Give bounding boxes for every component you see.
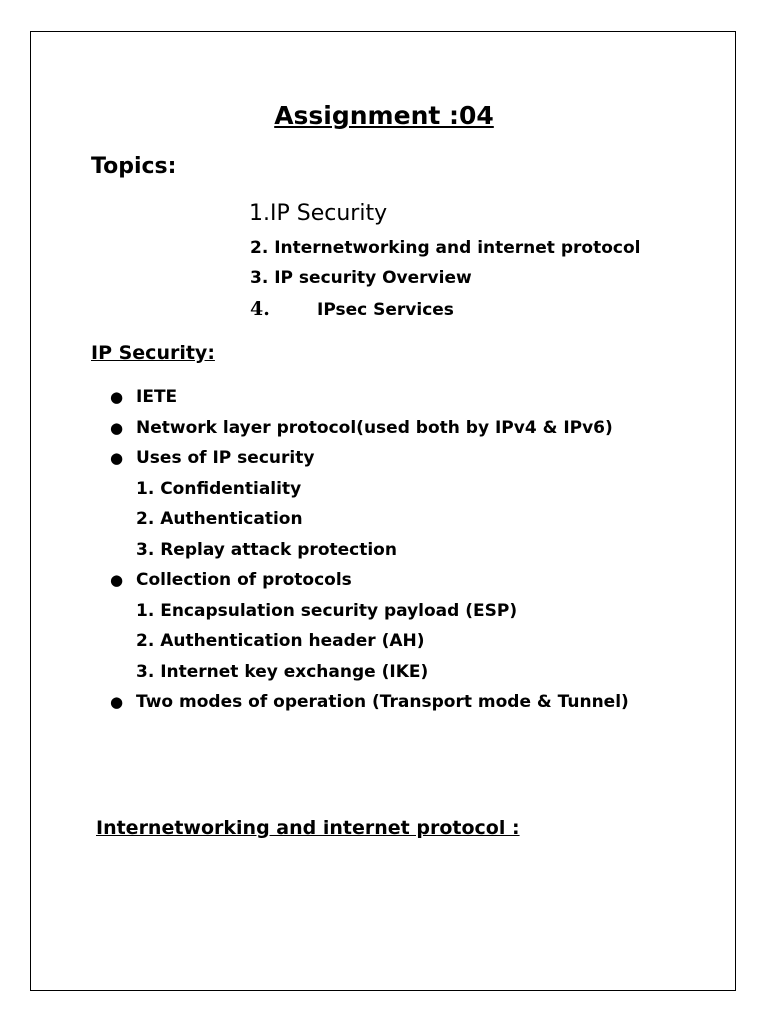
list-item-text: 3. Replay attack protection — [136, 539, 397, 560]
page-title: Assignment :04 — [274, 101, 494, 130]
list-item-text: Uses of IP security — [136, 448, 315, 468]
topics-label: Topics: — [91, 154, 177, 179]
list-item-text: IETE — [136, 387, 178, 407]
topic-text: Internetworking and internet protocol — [274, 238, 641, 258]
document-page — [30, 31, 736, 991]
topic-item-2 — [250, 240, 640, 257]
list-item-text: 2. Authentication — [136, 509, 303, 529]
bullet-icon: ● — [110, 418, 124, 437]
topic-item-4 — [250, 300, 454, 319]
bullet-icon: ● — [110, 388, 124, 406]
topic-number: 2. — [250, 238, 269, 258]
topic-number: 3. — [250, 268, 269, 288]
bullet-icon: ● — [110, 693, 124, 711]
list-item-text: 1. Encapsulation security payload (ESP) — [136, 600, 518, 621]
list-item-text: Network layer protocol(used both by IPv4 & IPv6) — [136, 417, 613, 438]
ip-security-heading: IP Security: — [91, 342, 215, 364]
bullet-icon: ● — [110, 449, 124, 467]
topic-text: IPsec Services — [317, 300, 454, 320]
list-item-text: 1. Confidentiality — [136, 478, 302, 499]
topic-item-3 — [250, 270, 472, 287]
topic-item-1 — [249, 203, 387, 225]
topic-number: 4. — [250, 298, 270, 320]
list-item-text: Two modes of operation (Transport mode & Tunnel) — [136, 692, 629, 712]
topic-number: 1. — [249, 201, 270, 226]
list-item-text: 2. Authentication header (AH) — [136, 631, 425, 651]
topic-text: IP Security — [270, 201, 388, 226]
bullet-icon: ● — [110, 571, 124, 589]
topic-text: IP security Overview — [274, 268, 472, 288]
list-item-text: 3. Internet key exchange (IKE) — [136, 661, 429, 682]
list-item-text: Collection of protocols — [136, 570, 352, 590]
internetworking-heading: Internetworking and internet protocol : — [96, 817, 520, 839]
